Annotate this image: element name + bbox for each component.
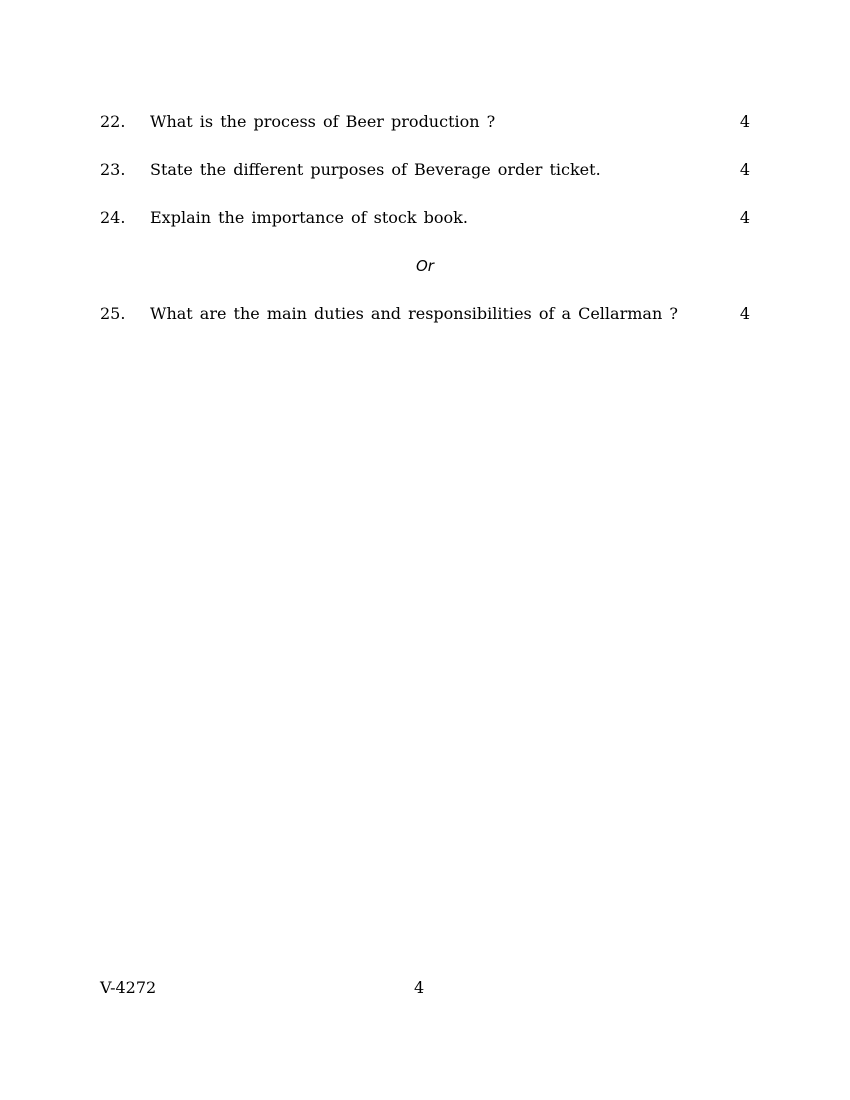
question-marks: 4 [739,208,750,227]
page-footer [100,976,750,1000]
or-separator: Or [416,257,434,275]
question-22 [100,110,750,134]
question-text: Explain the importance of stock book. [150,208,468,227]
question-25 [100,302,750,326]
question-number: 24. [100,208,126,227]
question-number: 23. [100,160,126,179]
page-number: 4 [414,978,425,997]
paper-code: V-4272 [100,978,157,997]
question-number: 22. [100,112,126,131]
question-list [100,110,750,326]
question-marks: 4 [739,160,750,179]
question-text: What are the main duties and responsibilities of a Cellarman ? [150,304,678,323]
question-23 [100,158,750,182]
question-number: 25. [100,304,126,323]
question-marks: 4 [739,112,750,131]
question-text: What is the process of Beer production ? [150,112,496,131]
question-marks: 4 [739,304,750,323]
question-text: State the different purposes of Beverage order ticket. [150,160,601,179]
question-24 [100,206,750,230]
